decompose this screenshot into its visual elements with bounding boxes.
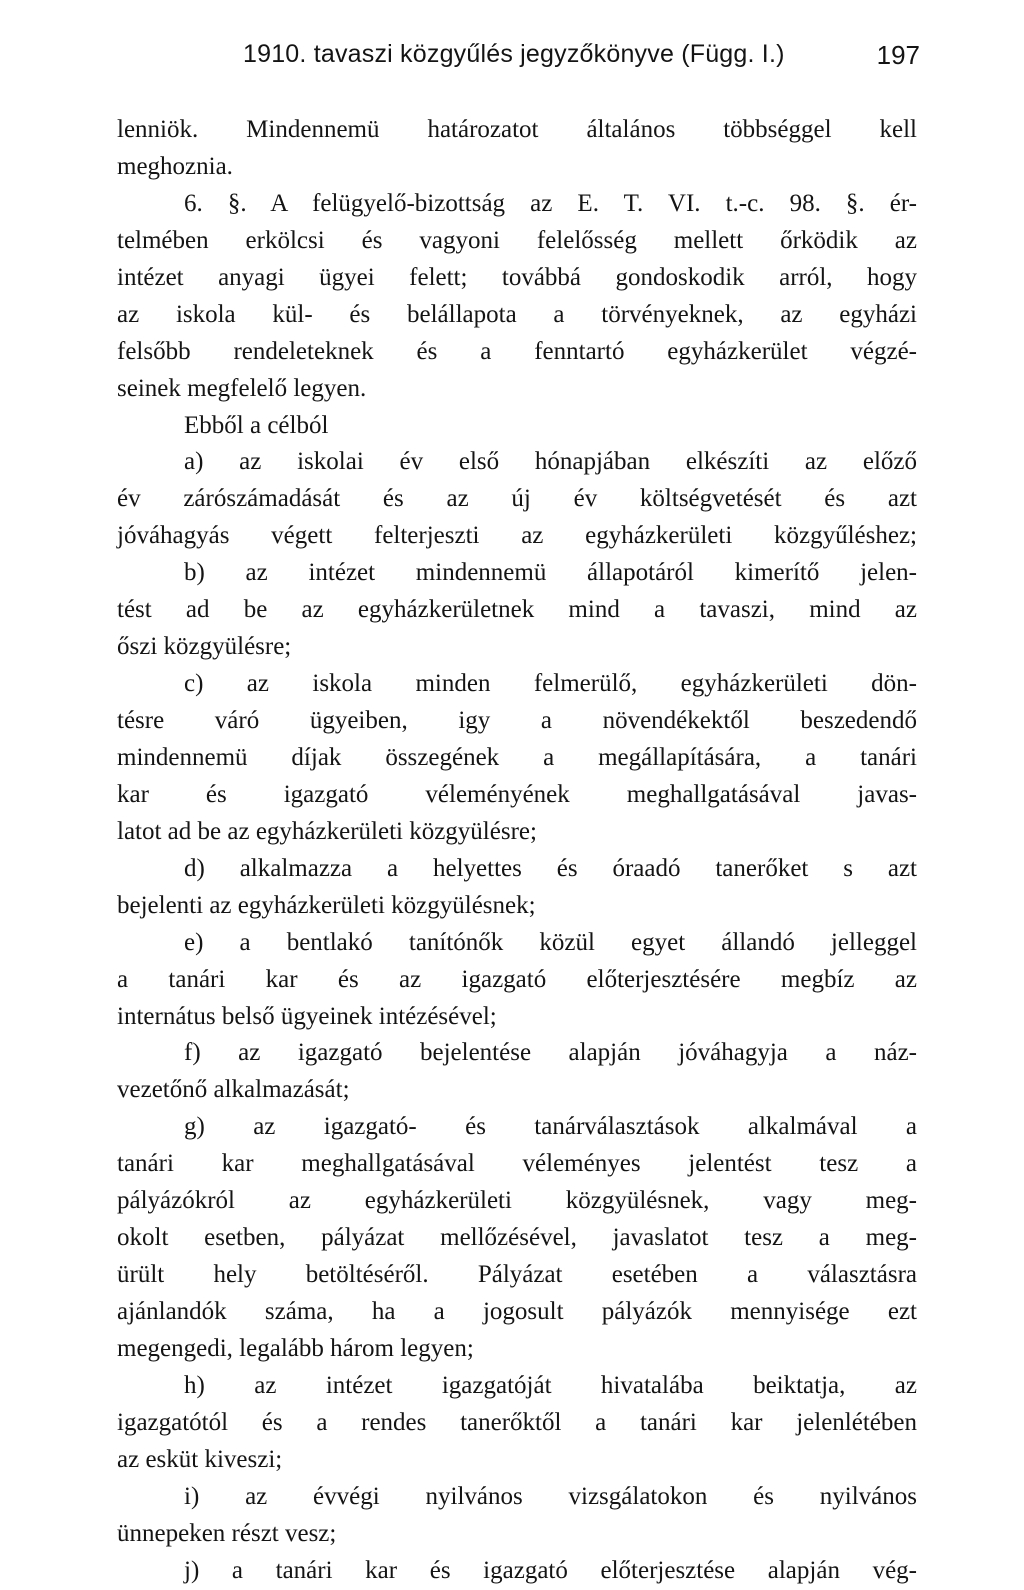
- text-line: Ebből a célból: [184, 411, 329, 439]
- text-line: telmében erkölcsi és vagyoni felelősség mellett őrködik az: [117, 226, 917, 254]
- text-line: felsőbb rendeleteknek és a fenntartó egyházkerület végzé-: [117, 337, 917, 365]
- text-line: g) az igazgató- és tanárválasztások alkalmával a: [184, 1113, 917, 1141]
- text-line: év zárószámadását és az új év költségvetését és azt: [117, 485, 917, 513]
- text-line: a) az iskolai év első hónapjában elkészíti az előző: [184, 448, 917, 476]
- text-line: tésre váró ügyeiben, igy a növendékektől beszedendő: [117, 707, 917, 734]
- text-line: internátus belső ügyeinek intézésével;: [117, 1002, 497, 1030]
- text-line: c) az iskola minden felmerülő, egyházkerületi dön-: [184, 670, 917, 698]
- header-title: 1910. tavaszi közgyűlés jegyzőkönyve (Függ. I.): [243, 40, 785, 68]
- text-line: ajánlandók száma, ha a jogosult pályázók mennyisége ezt: [117, 1298, 917, 1325]
- text-line: vezetőnő alkalmazását;: [117, 1076, 350, 1104]
- text-line: a tanári kar és az igazgató előterjesztésére megbíz az: [117, 965, 917, 993]
- text-line: pályázókról az egyházkerületi közgyülésnek, vagy meg-: [117, 1187, 917, 1215]
- text-line: mindennemü díjak összegének a megállapítására, a tanári: [117, 743, 917, 771]
- text-line: kar és igazgató véleményének meghallgatásával javas-: [117, 780, 917, 808]
- text-line: h) az intézet igazgatóját hivatalába beiktatja, az: [184, 1371, 917, 1399]
- text-line: tést ad be az egyházkerületnek mind a tavaszi, mind az: [117, 596, 917, 624]
- text-line: i) az évvégi nyilvános vizsgálatokon és nyilvános: [184, 1482, 917, 1510]
- text-line: e) a bentlakó tanítónők közül egyet állandó jelleggel: [184, 928, 917, 956]
- text-line: az esküt kiveszi;: [117, 1445, 283, 1473]
- text-line: az iskola kül- és belállapota a törvényeknek, az egyházi: [117, 300, 917, 328]
- text-line: jóváhagyás végett felterjeszti az egyházkerületi közgyűléshez;: [117, 522, 917, 550]
- text-line: ünnepeken részt vesz;: [117, 1519, 337, 1547]
- text-line: megengedi, legalább három legyen;: [117, 1334, 474, 1362]
- text-line: j) a tanári kar és igazgató előterjesztése alapján vég-: [184, 1556, 917, 1584]
- text-line: igazgatótól és a rendes tanerőktől a tanári kar jelenlétében: [117, 1408, 917, 1436]
- text-line: 6. §. A felügyelő-bizottság az E. T. VI. t.-c. 98. §. ér-: [184, 189, 917, 217]
- text-line: tanári kar meghallgatásával véleményes jelentést tesz a: [117, 1150, 917, 1178]
- text-line: bejelenti az egyházkerületi közgyülésnek;: [117, 891, 536, 919]
- running-header: [115, 40, 920, 80]
- text-line: f) az igazgató bejelentése alapján jóváhagyja a náz-: [184, 1039, 917, 1067]
- text-line: b) az intézet mindennemü állapotáról kimerítő jelen-: [184, 559, 917, 587]
- text-line: seinek megfelelő legyen.: [117, 374, 367, 402]
- text-line: intézet anyagi ügyei felett; továbbá gondoskodik arról, hogy: [117, 263, 917, 291]
- text-line: d) alkalmazza a helyettes és óraadó tanerőket s azt: [184, 854, 917, 882]
- text-line: okolt esetben, pályázat mellőzésével, javaslatot tesz a meg-: [117, 1224, 917, 1252]
- page-number: 197: [876, 40, 920, 70]
- text-line: latot ad be az egyházkerületi közgyülésre;: [117, 817, 537, 845]
- text-line: őszi közgyülésre;: [117, 633, 292, 661]
- body-text: [117, 112, 917, 1590]
- text-line: lenniök. Mindennemü határozatot általános többséggel kell: [117, 116, 917, 143]
- text-line: ürült hely betöltéséről. Pályázat esetében a választásra: [117, 1261, 917, 1289]
- text-line: meghoznia.: [117, 152, 233, 180]
